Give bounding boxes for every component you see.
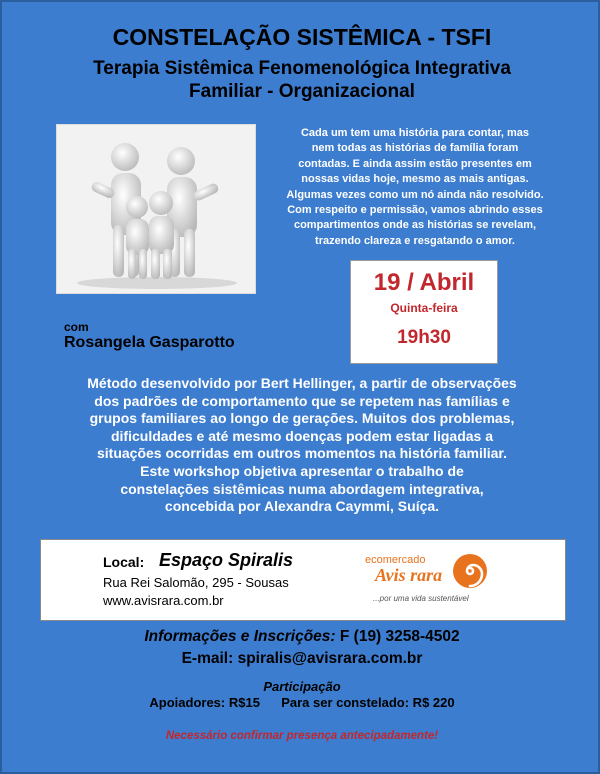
description-line: concebida por Alexandra Caymmi, Suíça. (164, 498, 440, 515)
email-address[interactable]: spiralis@avisrara.com.br (233, 650, 423, 667)
story-line: nem todas as histórias de família foram (311, 142, 519, 155)
confirmation-notice: Necessário confirmar presença antecipadamente! (165, 730, 439, 742)
subtitle-line-2: Familiar - Organizacional (189, 81, 415, 102)
story-paragraph (242, 126, 588, 249)
price-supporters: Apoiadores: R$15 (149, 695, 260, 710)
description-line: Método desenvolvido por Bert Hellinger, a partir de observações (87, 375, 517, 391)
story-line: contadas. E ainda assim estão presentes em (298, 157, 532, 170)
email-line (2, 650, 600, 668)
story-line: Algumas vezes como um nó ainda não resolvido. (286, 188, 544, 201)
venue-box (40, 539, 566, 621)
email-label: E-mail: (181, 650, 234, 667)
method-description (22, 375, 582, 516)
facilitator-prefix: com (64, 320, 89, 334)
description-line: constelações sistêmicas numa abordagem integrativa, (120, 480, 484, 497)
pricing-heading: Participação (263, 679, 341, 694)
venue-label: Local: (103, 554, 145, 570)
family-figures-icon (57, 125, 255, 293)
story-line: Com respeito e permissão, vamos abrindo esses (287, 204, 543, 217)
description-line: situações ocorridas em outros momentos na história familiar. (96, 445, 507, 462)
story-line: Cada um tem uma história para contar, mas (300, 127, 530, 139)
event-date: 19 / Abril (373, 269, 475, 296)
event-time: 19h30 (397, 327, 451, 348)
story-line: trazendo clareza e resgatando o amor. (315, 234, 515, 247)
description-line: grupos familiares ao longo de gerações. Muitos dos problemas, (89, 410, 515, 427)
description-line: dos padrões de comportamento que se repetem nas famílias e (94, 392, 510, 409)
avis-rara-logo (363, 552, 533, 608)
venue-address: Rua Rei Salomão, 295 - Sousas (103, 575, 289, 590)
info-line (2, 628, 600, 646)
description-line: Este workshop objetiva apresentar o trabalho de (140, 462, 464, 479)
logo-top-text: ecomercado (365, 554, 426, 566)
phone-number: F (19) 3258-4502 (335, 628, 460, 645)
spiral-icon (451, 552, 489, 590)
family-illustration (56, 124, 256, 294)
event-weekday: Quinta-feira (390, 301, 458, 315)
pricing-line (2, 695, 600, 710)
price-constellated: Para ser constelado: R$ 220 (281, 695, 455, 710)
logo-brand-text: Avis rara (375, 565, 443, 585)
description-line: dificuldades e até mesmo doenças podem estar ligadas a (110, 427, 494, 444)
event-date-box (350, 260, 498, 364)
story-line: nossas vidas hoje, mesmo as mais antigas. (301, 173, 529, 186)
page-title: CONSTELAÇÃO SISTÊMICA - TSFI (112, 24, 492, 50)
facilitator-name: Rosangela Gasparotto (64, 334, 235, 351)
info-label: Informações e Inscrições: (144, 628, 336, 645)
subtitle-line-1: Terapia Sistêmica Fenomenológica Integrativa (93, 58, 511, 79)
story-line: compartimentos onde as histórias se revelam, (293, 219, 537, 232)
venue-name: Espaço Spiralis (159, 550, 294, 570)
logo-tagline: ...por uma vida sustentável (373, 594, 469, 603)
venue-website[interactable]: www.avisrara.com.br (103, 593, 224, 608)
